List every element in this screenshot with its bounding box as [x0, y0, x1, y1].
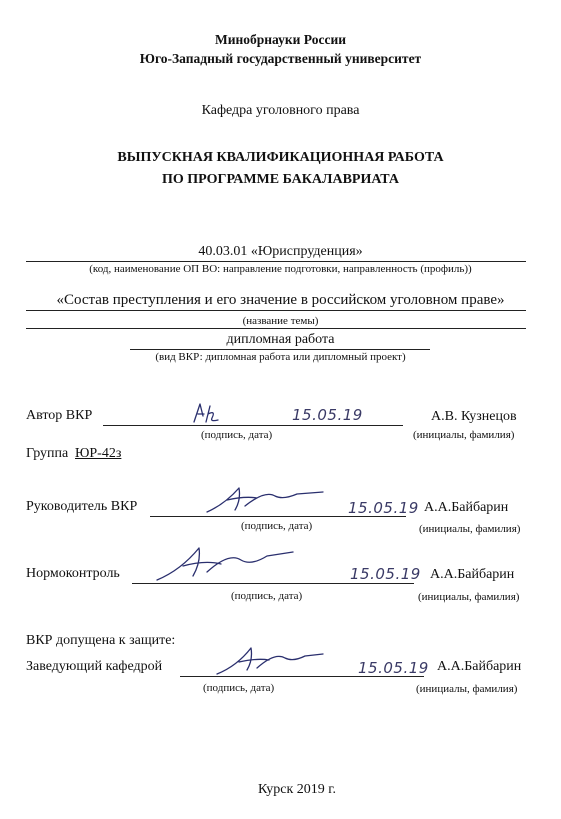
author-signature: [192, 402, 222, 424]
head-signature: [215, 642, 325, 678]
department-name: Кафедра уголовного права: [201, 103, 360, 118]
topic-caption: (название темы): [242, 315, 319, 327]
document-title-line2: ПО ПРОГРАММЕ БАКАЛАВРИАТА: [162, 172, 399, 187]
program-caption: (код, наименование ОП ВО: направление подготовки, направленность (профиль)): [89, 263, 472, 275]
group-value: ЮР-42з: [75, 446, 122, 461]
supervisor-date: 15.05.19: [348, 499, 419, 517]
supervisor-name: А.А.Байбарин: [424, 500, 509, 515]
author-name-caption: (инициалы, фамилия): [413, 429, 515, 441]
topic-line-2: [26, 328, 526, 329]
document-title-line1: ВЫПУСКНАЯ КВАЛИФИКАЦИОННАЯ РАБОТА: [117, 150, 444, 165]
supervisor-name-caption: (инициалы, фамилия): [419, 523, 521, 535]
head-date: 15.05.19: [358, 659, 429, 677]
normcontrol-sign-caption: (подпись, дата): [231, 590, 303, 602]
program-line: [26, 261, 526, 262]
university-name: Юго-Западный государственный университет: [139, 51, 422, 66]
topic-value: «Состав преступления и его значение в российском уголовном праве»: [56, 292, 505, 308]
normcontrol-label: Нормоконтроль: [26, 566, 120, 581]
normcontrol-name-caption: (инициалы, фамилия): [418, 591, 520, 603]
supervisor-sign-caption: (подпись, дата): [241, 520, 313, 532]
head-name: А.А.Байбарин: [437, 659, 522, 674]
topic-line: [26, 310, 526, 311]
head-label: Заведующий кафедрой: [26, 659, 163, 674]
normcontrol-signature: [155, 540, 295, 584]
work-type-value: дипломная работа: [226, 332, 335, 347]
supervisor-signature: [205, 482, 325, 518]
ministry-name: Минобрнауки России: [214, 32, 347, 47]
head-name-caption: (инициалы, фамилия): [416, 683, 518, 695]
supervisor-label: Руководитель ВКР: [26, 499, 138, 514]
admission-label: ВКР допущена к защите:: [26, 633, 176, 648]
program-value: 40.03.01 «Юриспруденция»: [198, 244, 363, 259]
work-type-line: [130, 349, 430, 350]
normcontrol-date: 15.05.19: [350, 565, 421, 583]
work-type-caption: (вид ВКР: дипломная работа или дипломный проект): [155, 351, 406, 363]
author-date: 15.05.19: [292, 406, 363, 424]
head-sign-caption: (подпись, дата): [203, 682, 275, 694]
city-year: Курск 2019 г.: [258, 782, 336, 797]
normcontrol-name: А.А.Байбарин: [430, 567, 515, 582]
author-line: [103, 425, 403, 426]
author-label: Автор ВКР: [26, 408, 93, 423]
author-name: А.В. Кузнецов: [431, 409, 517, 424]
group-label: Группа: [26, 446, 69, 461]
author-sign-caption: (подпись, дата): [201, 429, 273, 441]
